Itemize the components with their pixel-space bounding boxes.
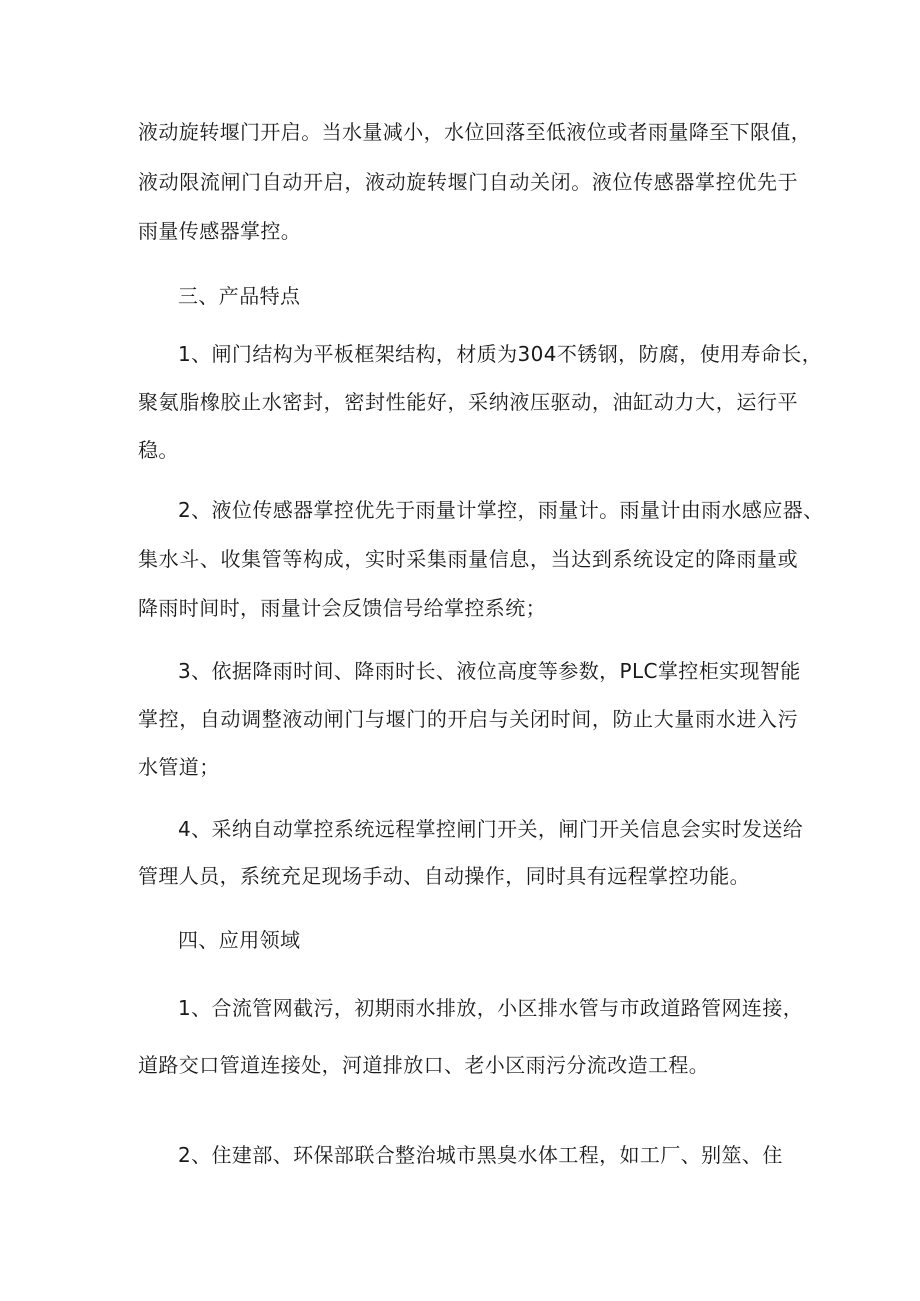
paragraph-continuation-line-1: 液动旋转堰门开启。当水量减小，水位回落至低液位或者雨量降至下限值， (138, 120, 812, 144)
feature-3-line-3: 水管道； (138, 755, 220, 779)
section-heading-application-fields: 四、应用领域 (178, 928, 301, 952)
paragraph-continuation-line-2: 液动限流闸门自动开启，液动旋转堰门自动关闭。液位传感器掌控优先于 (138, 170, 798, 194)
feature-3-line-2: 掌控，自动调整液动闸门与堰门的开启与关闭时间，防止大量雨水进入污 (138, 707, 798, 731)
paragraph-continuation-line-3: 雨量传感器掌控。 (138, 219, 302, 243)
application-2-line-1: 2、住建部、环保部联合整治城市黑臭水体工程，如工厂、别筮、住 (178, 1143, 783, 1167)
feature-2-line-2: 集水斗、收集管等构成，实时采集雨量信息，当达到系统设定的降雨量或 (138, 547, 798, 571)
feature-4-line-2: 管理人员，系统充足现场手动、自动操作，同时具有远程掌控功能。 (138, 864, 750, 888)
feature-4-line-1: 4、采纳自动掌控系统远程掌控闸门开关，闸门开关信息会实时发送给 (178, 817, 804, 841)
feature-1-line-2: 聚氨脂橡胶止水密封，密封性能好，采纳液压驱动，油缸动力大，运行平 (138, 390, 798, 414)
feature-1-line-1: 1、闸门结构为平板框架结构，材质为304不锈钢，防腐，使用寿命长， (178, 342, 823, 366)
feature-1-line-3: 稳。 (138, 438, 179, 462)
feature-2-line-1: 2、液位传感器掌控优先于雨量计掌控，雨量计。雨量计由雨水感应器、 (178, 498, 824, 522)
section-heading-product-features: 三、产品特点 (178, 284, 301, 308)
application-1-line-1: 1、合流管网截污，初期雨水排放，小区排水管与市政道路管网连接， (178, 996, 804, 1020)
feature-2-line-3: 降雨时间时，雨量计会反馈信号给掌控系统； (138, 596, 546, 620)
feature-3-line-1: 3、依据降雨时间、降雨时长、液位高度等参数，PLC掌控柜实现智能 (178, 659, 801, 683)
application-1-line-2: 道路交口管道连接处，河道排放口、老小区雨污分流改造工程。 (138, 1053, 710, 1077)
